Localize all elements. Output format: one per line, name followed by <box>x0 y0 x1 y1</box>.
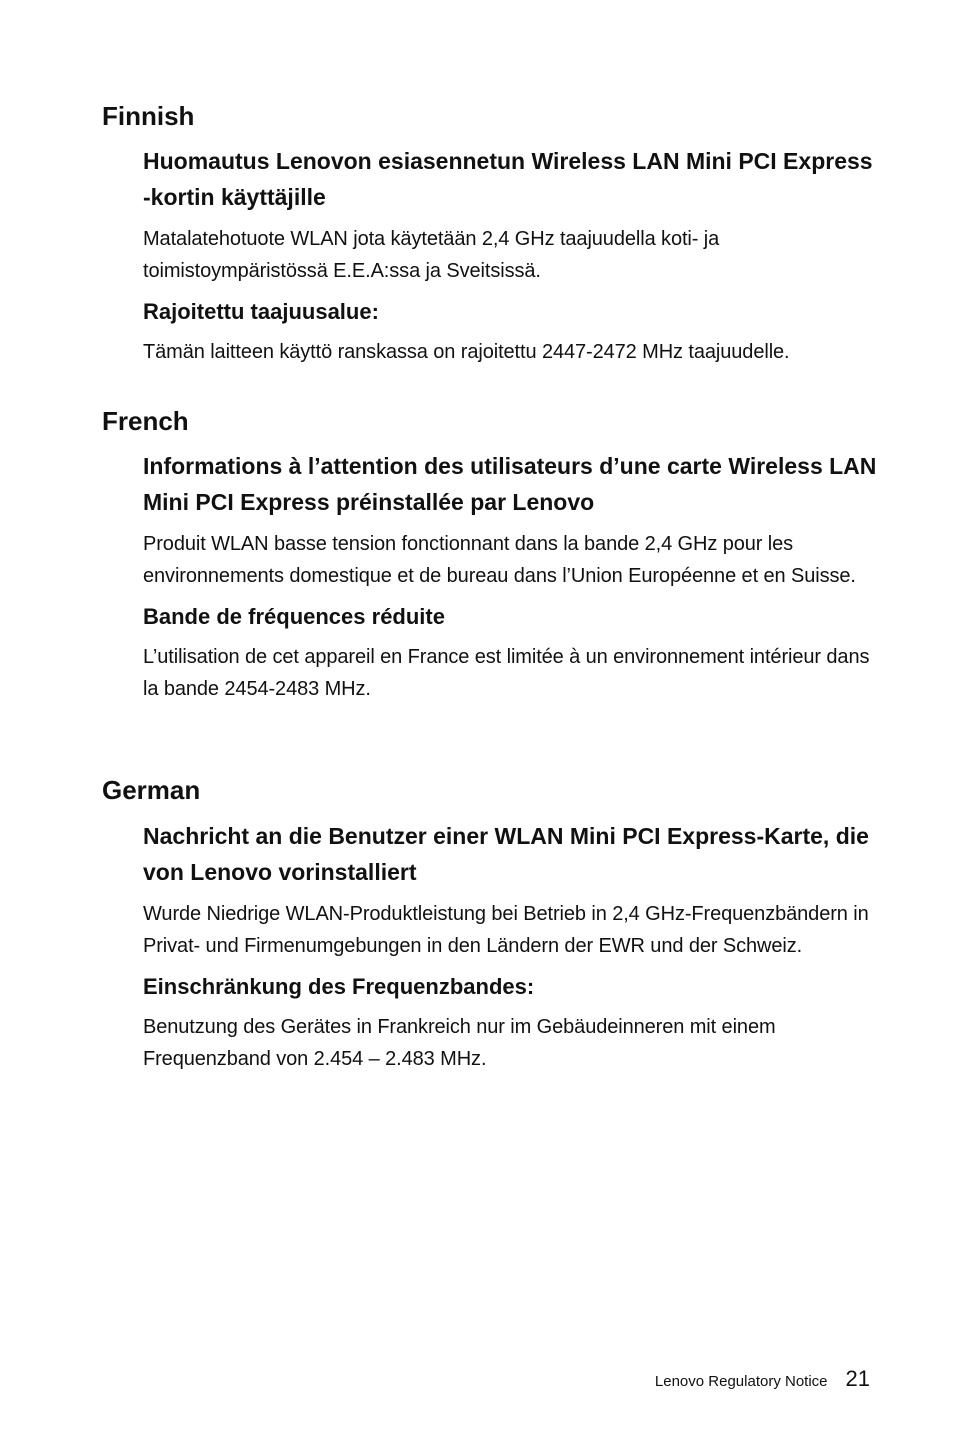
german-body: Wurde Niedrige WLAN-Produktleistung bei Betrieb in 2,4 GHz-Frequenzbändern in Privat- und Firmenumgebungen in den Ländern der EWR und der Schweiz. <box>143 903 869 957</box>
german-heading: Nachricht an die Benutzer einer WLAN Mini PCI Express-Karte, die von Lenovo vorinstalliert <box>143 823 869 885</box>
page-footer <box>655 1366 870 1392</box>
french-sub-body: L’utilisation de cet appareil en France est limitée à un environnement intérieur dans la bande 2454-2483 MHz. <box>143 646 870 700</box>
footer-title: Lenovo Regulatory Notice <box>654 1373 828 1390</box>
german-sub-body: Benutzung des Gerätes in Frankreich nur im Gebäudeinneren mit einem Frequenzband von 2.454 – 2.483 MHz. <box>143 1016 776 1070</box>
page-number: 21 <box>845 1366 870 1391</box>
finnish-heading: Huomautus Lenovon esiasennetun Wireless LAN Mini PCI Express -kortin käyttäjille <box>143 148 873 210</box>
finnish-sub-body: Tämän laitteen käyttö ranskassa on rajoitettu 2447-2472 MHz taajuudelle. <box>143 341 790 363</box>
section-french <box>143 448 883 705</box>
german-subheading: Einschränkung des Frequenzbandes: <box>143 974 535 999</box>
section-title-finnish: Finnish <box>102 101 195 131</box>
section-finnish <box>143 143 883 368</box>
finnish-body: Matalatehotuote WLAN jota käytetään 2,4 GHz taajuudella koti- ja toimistoympäristössä E.E.A:ssa ja Sveitsissä. <box>143 228 720 282</box>
finnish-subheading: Rajoitettu taajuusalue: <box>143 299 379 324</box>
section-german <box>143 818 883 1075</box>
french-heading: Informations à l’attention des utilisateurs d’une carte Wireless LAN Mini PCI Express préinstallée par Lenovo <box>143 453 877 515</box>
section-title-french: French <box>102 406 189 436</box>
section-title-german: German <box>102 775 201 805</box>
french-body: Produit WLAN basse tension fonctionnant dans la bande 2,4 GHz pour les environnements domestique et de bureau dans l’Union Européenne et en Suisse. <box>143 533 856 587</box>
french-subheading: Bande de fréquences réduite <box>143 604 445 629</box>
